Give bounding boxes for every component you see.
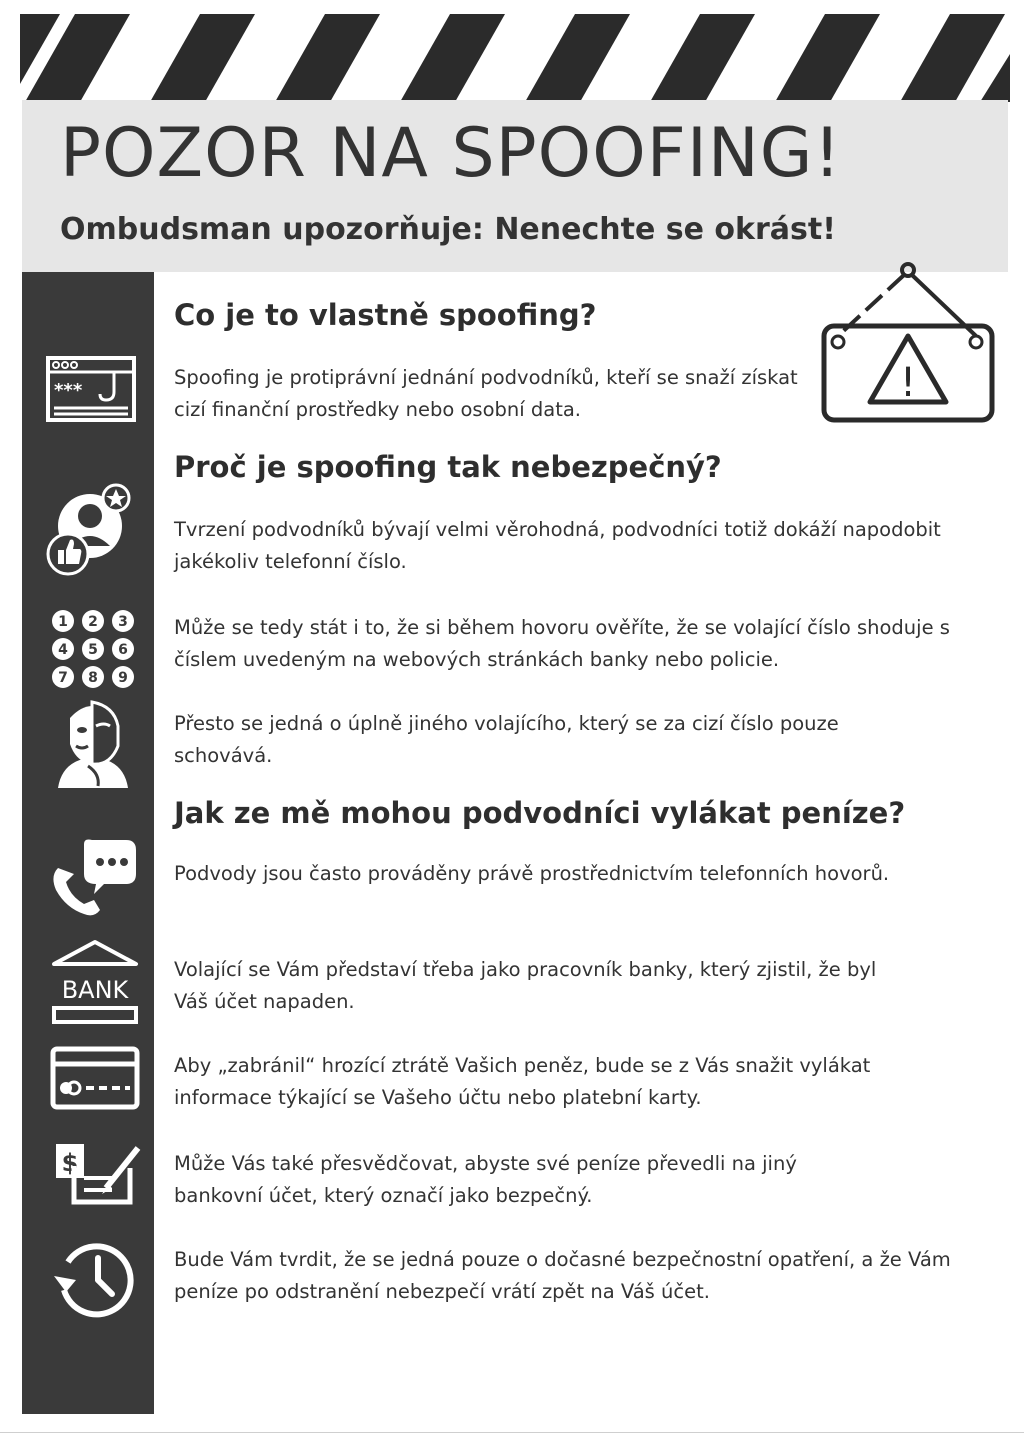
dial-key-label: 4 (58, 642, 68, 658)
paragraph: Může Vás také přesvědčovat, abyste své peníze převedli na jiný bankovní účet, který označí jako bezpečný. (174, 1152, 797, 1207)
dial-pad-icon (50, 608, 140, 690)
dial-key-label: 2 (88, 614, 98, 630)
paragraph: Aby „zabránil“ hrozící ztrátě Vašich peněz, bude se z Vás snažit vylákat informace týkající se Vašeho účtu nebo platební karty. (174, 1054, 871, 1109)
paragraph: Může se tedy stát i to, že si během hovoru ověříte, že se volající číslo shoduje s číslem uvedeným na webových stránkách banky nebo policie. (174, 616, 950, 671)
dial-key-label: 7 (58, 670, 68, 686)
money-transfer-icon (50, 1138, 146, 1210)
warning-sign-icon (816, 258, 998, 426)
paragraph: Volající se Vám představí třeba jako pracovník banky, který zjistil, že byl Váš účet napaden. (174, 958, 877, 1013)
svg-text:***: *** (54, 380, 83, 401)
phishing-browser-icon (46, 356, 136, 426)
dial-key-label: 9 (118, 670, 128, 686)
svg-text:!: ! (899, 360, 917, 406)
mask-icon (48, 696, 138, 788)
history-clock-icon (50, 1236, 140, 1320)
divider (0, 1432, 1024, 1433)
page-title: POZOR NA SPOOFING! (60, 114, 842, 193)
dial-key-label: 5 (88, 642, 98, 658)
paragraph: Spoofing je protiprávní jednání podvodníků, kteří se snaží získat cizí finanční prostředky nebo osobní data. (174, 366, 798, 421)
profile-like-icon (44, 482, 134, 582)
page-subtitle: Ombudsman upozorňuje: Nenechte se okrást! (60, 212, 836, 247)
section-heading: Jak ze mě mohou podvodníci vylákat peníze? (174, 796, 906, 830)
paragraph: Tvrzení podvodníků bývají velmi věrohodná, podvodníci totiž dokáží napodobit jakékoliv telefonní číslo. (174, 518, 941, 573)
paragraph: Přesto se jedná o úplně jiného volajícího, který se za cizí číslo pouze schovává. (174, 712, 839, 767)
dial-key-label: 8 (88, 670, 98, 686)
paragraph: Podvody jsou často prováděny právě prostřednictvím telefonních hovorů. (174, 862, 890, 885)
bank-icon (50, 938, 140, 1028)
svg-text:BANK: BANK (61, 976, 129, 1004)
paragraph: Bude Vám tvrdit, že se jedná pouze o dočasné bezpečnostní opatření, a že Vám peníze po odstranění nebezpečí vrátí zpět na Váš účet. (174, 1248, 951, 1303)
phone-chat-icon (50, 834, 140, 916)
credit-card-icon (50, 1046, 140, 1112)
dial-key-label: 1 (58, 614, 68, 630)
section-heading: Co je to vlastně spoofing? (174, 298, 597, 332)
svg-text:$: $ (61, 1149, 79, 1177)
dial-key-label: 6 (118, 642, 128, 658)
hazard-stripes (20, 14, 1010, 102)
dial-key-label: 3 (118, 614, 128, 630)
section-heading: Proč je spoofing tak nebezpečný? (174, 450, 722, 484)
